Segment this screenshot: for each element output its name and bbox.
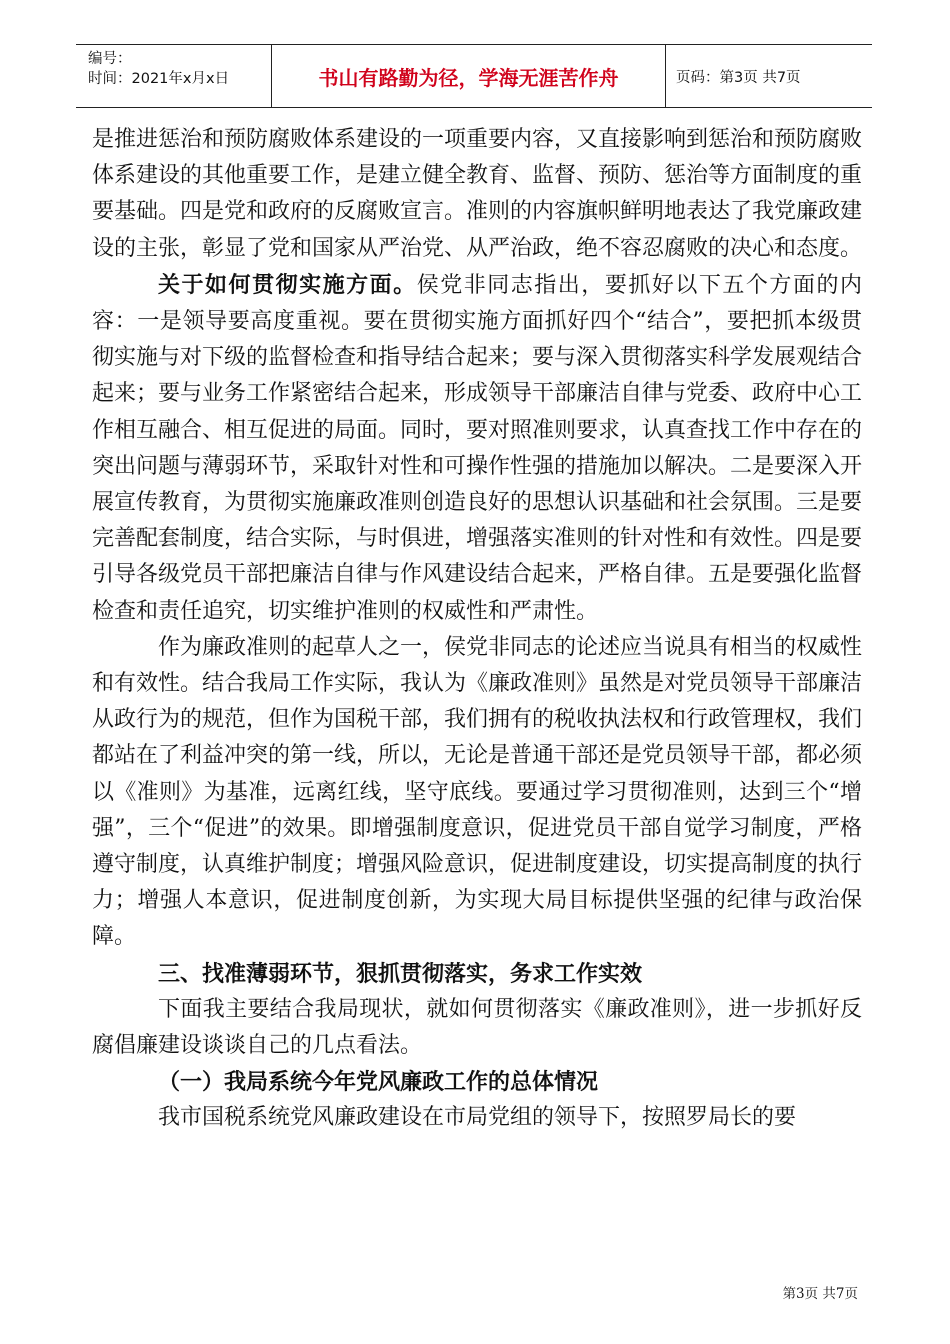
section-heading: 三、找准薄弱环节，狠抓贯彻落实，务求工作实效 (158, 960, 643, 987)
time-label: 时间：2021年x月x日 (88, 71, 230, 87)
paragraph-2-text: 侯党非同志指出，要抓好以下五个方面的内容：一是领导要高度重视。要在贯彻实施方面抓好四个“结合”，要把抓本级贯彻实施与对下级的监督检查和指导结合起来；要与深入贯彻落实科学发展观结合起来；要与业务工作紧密结合起来，形成领导干部廉洁自律与党委、政府中心工作相互融合、相互促进的局面。同时，要对照准则要求，认真查找工作中存在的突出问题与薄弱环节，采取针对性和可操作性强的措施加以解决。二是要深入开展宣传教育，为贯彻实施廉政准则创造良好的思想认识基础和社会氛围。三是要完善配套制度，结合实际，与时俱进，增强落实准则的针对性和有效性。四是要引导各级党员干部把廉洁自律与作风建设结合起来，严格自律。五是要强化监督检查和责任追究，切实维护准则的权威性和严肃性。 (92, 272, 863, 624)
paragraph-1: 是推进惩治和预防腐败体系建设的一项重要内容，又直接影响到惩治和预防腐败体系建设的其他重要工作，是建立健全教育、监督、预防、惩治等方面制度的重要基础。四是党和政府的反腐败宣言。准则的内容旗帜鲜明地表达了我党廉政建设的主张，彰显了党和国家从严治党、从严治政，绝不容忍腐败的决心和态度。 (92, 127, 863, 261)
number-label: 编号： (88, 51, 132, 67)
paragraph-3: 作为廉政准则的起草人之一，侯党非同志的论述应当说具有相当的权威性和有效性。结合我局工作实际，我认为《廉政准则》虽然是对党员领导干部廉洁从政行为的规范，但作为国税干部，我们拥有的税收执法权和行政管理权，我们都站在了利益冲突的第一线，所以，无论是普通干部还是党员领导干部，都必须以《准则》为基准，远离红线，坚守底线。要通过学习贯彻准则，达到三个“增强”，三个“促进”的效果。即增强制度意识，促进党员干部自觉学习制度，严格遵守制度，认真维护制度；增强风险意识，促进制度建设，切实提高制度的执行力；增强人本意识，促进制度创新，为实现大局目标提供坚强的纪律与政治保障。 (92, 634, 863, 950)
header-motto: 书山有路勤为径，学海无涯苦作舟 (272, 45, 666, 107)
paragraph-2 (92, 267, 862, 630)
header-page-info: 页码：第3页 共7页 (676, 69, 801, 86)
header-meta (76, 45, 272, 107)
subsection-heading: （一）我局系统今年党风廉政工作的总体情况 (158, 1069, 599, 1096)
page-footer: 第3页 共7页 (782, 1286, 858, 1302)
paragraph-lead: 关于如何贯彻实施方面。 (158, 271, 417, 298)
document-body (92, 122, 862, 1137)
paragraph-4: 下面我主要结合我局现状，就如何贯彻落实《廉政准则》，进一步抓好反腐倡廉建设谈谈自己的几点看法。 (92, 996, 862, 1059)
page-header (76, 44, 872, 108)
paragraph-5: 我市国税系统党风廉政建设在市局党组的领导下，按照罗局长的要 (158, 1105, 797, 1131)
